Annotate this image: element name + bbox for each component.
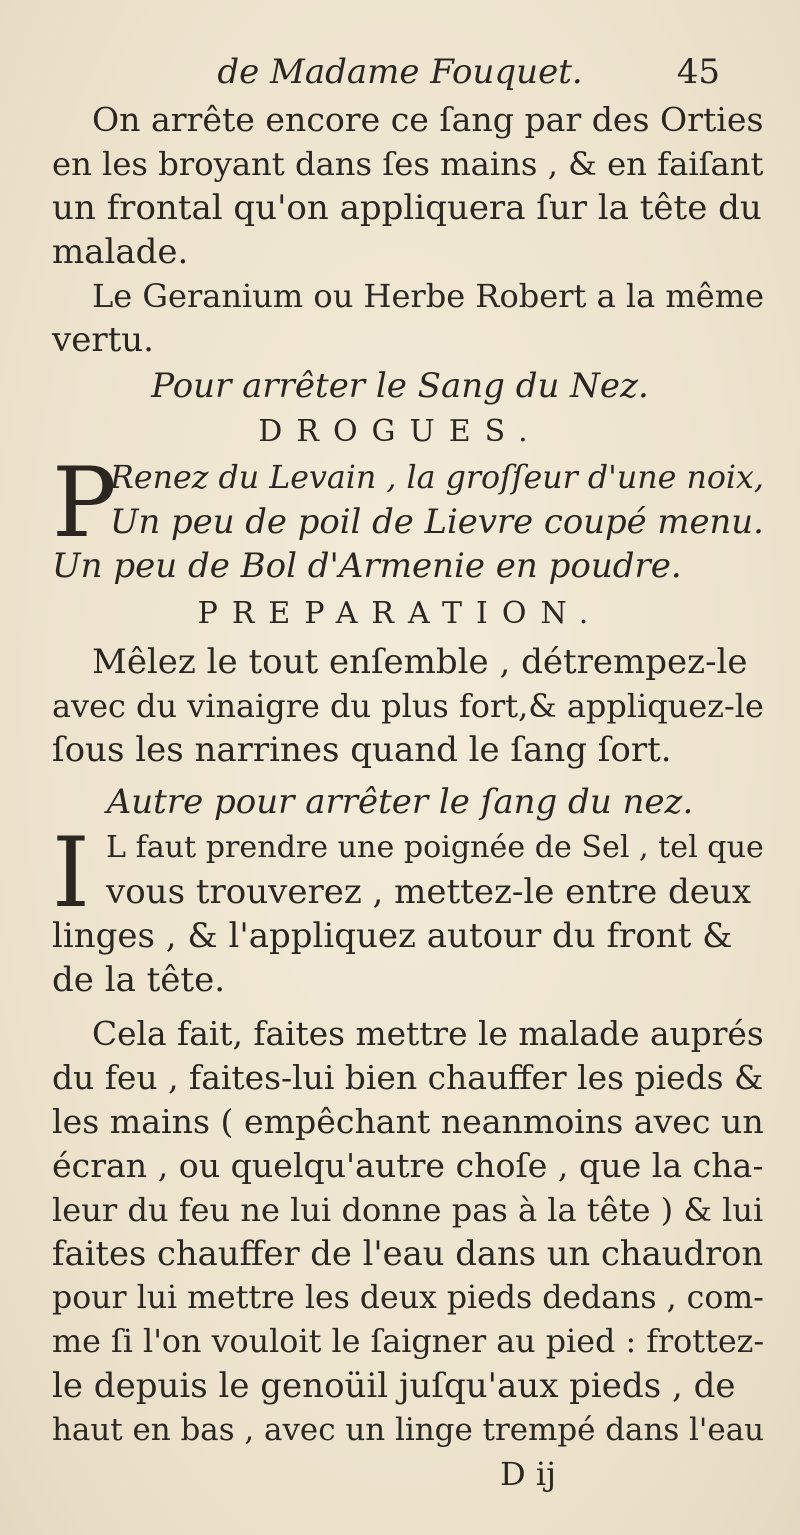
text-line: Mêlez le tout enſemble , détrempez-le bbox=[92, 642, 748, 682]
text-line: écran , ou quelqu'autre choſe , que la cha- bbox=[52, 1146, 764, 1185]
text-line: de la tête. bbox=[52, 960, 226, 1000]
text-line: vertu. bbox=[52, 320, 154, 360]
section-heading: Pour arrêter le Sang du Nez. bbox=[151, 366, 649, 406]
page-number: 45 bbox=[676, 52, 720, 92]
text-line: les mains ( empêchant neanmoins avec un bbox=[52, 1102, 764, 1141]
ingredient-line: Renez du Levain , la groſſeur d'une noix, bbox=[110, 460, 764, 496]
ingredient-line: Un peu de Bol d'Armenie en poudre. bbox=[52, 546, 682, 586]
text-line: L faut prendre une poignée de Sel , tel que bbox=[106, 830, 764, 865]
text-line: avec du vinaigre du plus fort,& appliquez-le bbox=[52, 687, 764, 725]
text-line: linges , & l'appliquez autour du front & bbox=[52, 916, 733, 956]
text-line: un frontal qu'on appliquera ſur la tête du bbox=[52, 188, 762, 228]
text-line: me ſi l'on vouloit le ſaigner au pied : frottez- bbox=[52, 1324, 765, 1360]
signature-mark: D ij bbox=[500, 1455, 556, 1493]
drop-cap: I bbox=[52, 817, 90, 929]
text-line: pour lui mettre les deux pieds dedans , com- bbox=[52, 1280, 764, 1316]
section-heading: Autre pour arrêter le ſang du nez. bbox=[106, 782, 694, 822]
text-line: Cela fait, faites mettre le malade auprés bbox=[92, 1015, 764, 1053]
ingredient-line: Un peu de poil de Lievre coupé menu. bbox=[110, 502, 764, 541]
text-line: ſous les narrines quand le ſang ſort. bbox=[52, 730, 672, 770]
text-line: leur du feu ne lui donne pas à la tête ) & lui bbox=[52, 1191, 764, 1229]
drogues-label: DROGUES. bbox=[258, 414, 542, 449]
text-line: en les broyant dans ſes mains , & en faiſant bbox=[52, 145, 764, 183]
drop-cap: P bbox=[52, 447, 117, 559]
text-line: Le Geranium ou Herbe Robert a la même bbox=[92, 277, 765, 315]
text-line: faites chauffer de l'eau dans un chaudron bbox=[52, 1234, 764, 1273]
running-header bbox=[40, 50, 760, 94]
running-title: de Madame Fouquet. bbox=[217, 52, 583, 92]
preparation-label: PREPARATION. bbox=[197, 596, 603, 631]
text-line: On arrête encore ce ſang par des Orties bbox=[92, 100, 764, 139]
text-line: du feu , faites-lui bien chauffer les pieds & bbox=[52, 1058, 764, 1097]
text-line: vous trouverez , mettez-le entre deux bbox=[106, 872, 751, 912]
text-line: haut en bas , avec un linge trempé dans l'eau bbox=[52, 1412, 765, 1448]
text-line: le depuis le genoüil juſqu'aux pieds , de bbox=[52, 1366, 736, 1406]
text-line: malade. bbox=[52, 232, 189, 272]
